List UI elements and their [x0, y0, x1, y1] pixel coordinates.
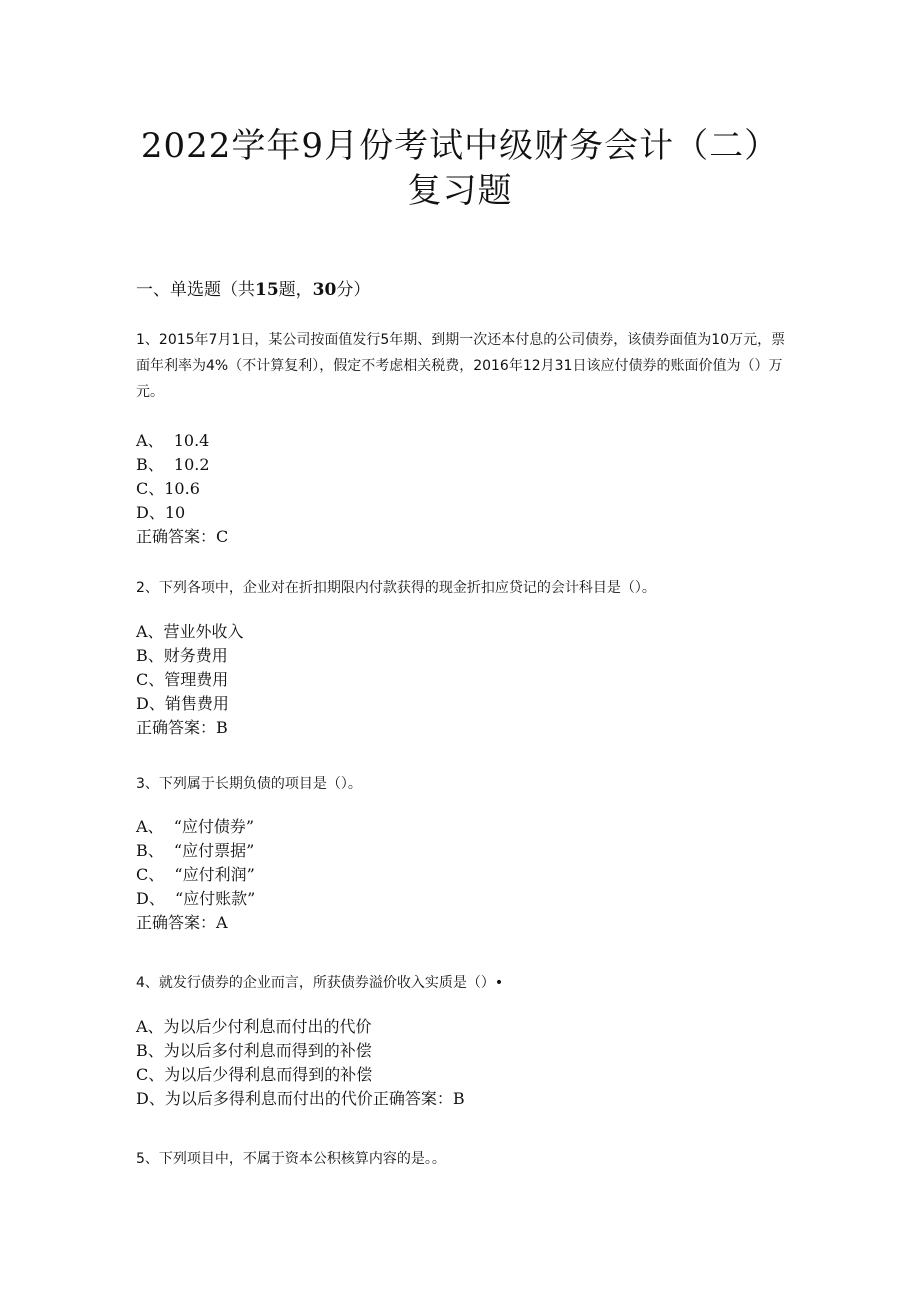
option-d: D、 “应付账款” [136, 889, 256, 908]
section-heading [136, 275, 370, 300]
question-3-text: 3、下列属于长期负债的项目是（）。 [136, 776, 362, 792]
answer: 正确答案：A [136, 913, 228, 932]
option-b: B、 “应付票据” [136, 841, 255, 860]
option-d: D、为以后多得利息而付出的代价正确答案：B [136, 1089, 465, 1108]
option-b: B、为以后多付利息而得到的补偿 [136, 1041, 372, 1060]
section-points: 30 [312, 280, 337, 300]
answer: 正确答案：C [136, 527, 229, 546]
option-c: C、为以后少得利息而得到的补偿 [136, 1065, 373, 1084]
option-a: A、 “应付债券” [136, 817, 255, 836]
document-subtitle: 复习题 [407, 171, 513, 211]
option-b: B、 10.2 [136, 455, 210, 474]
option-d: D、10 [136, 503, 186, 522]
section-prefix: 一、单选题（共 [136, 280, 255, 300]
option-a: A、 10.4 [136, 431, 210, 450]
question-1-text: 1、2015年7月1日，某公司按面值发行5年期、到期一次还本付息的公司债券，该债券面值为10万元，票面年利率为4%（不计算复利），假定不考虑相关税费，2016年12月31日该应付债券的账面价值为（）万元。 [136, 332, 786, 400]
option-b: B、财务费用 [136, 646, 228, 665]
section-suffix: 分） [336, 280, 371, 300]
section-count: 15 [255, 280, 279, 300]
document-title: 2022学年9月份考试中级财务会计（二） [140, 126, 780, 166]
option-c: C、10.6 [136, 479, 200, 498]
question-2-options [136, 620, 244, 740]
option-c: C、管理费用 [136, 670, 229, 689]
question-1-options [136, 429, 228, 549]
option-a: A、为以后少付利息而付出的代价 [136, 1017, 372, 1036]
question-2-text: 2、下列各项中，企业对在折扣期限内付款获得的现金折扣应贷记的会计科目是（）。 [136, 580, 656, 596]
question-5-text: 5、下列项目中，不属于资本公积核算内容的是。。 [136, 1151, 446, 1167]
option-d: D、销售费用 [136, 694, 229, 713]
option-a: A、营业外收入 [136, 622, 244, 641]
section-mid: 题， [278, 280, 313, 300]
question-3-options [136, 815, 255, 935]
question-4-text: 4、就发行债券的企业而言，所获债券溢价收入实质是（）• [136, 975, 504, 991]
option-c: C、 “应付利润” [136, 865, 255, 884]
question-4-options [136, 1015, 465, 1111]
answer: 正确答案：B [136, 718, 228, 737]
